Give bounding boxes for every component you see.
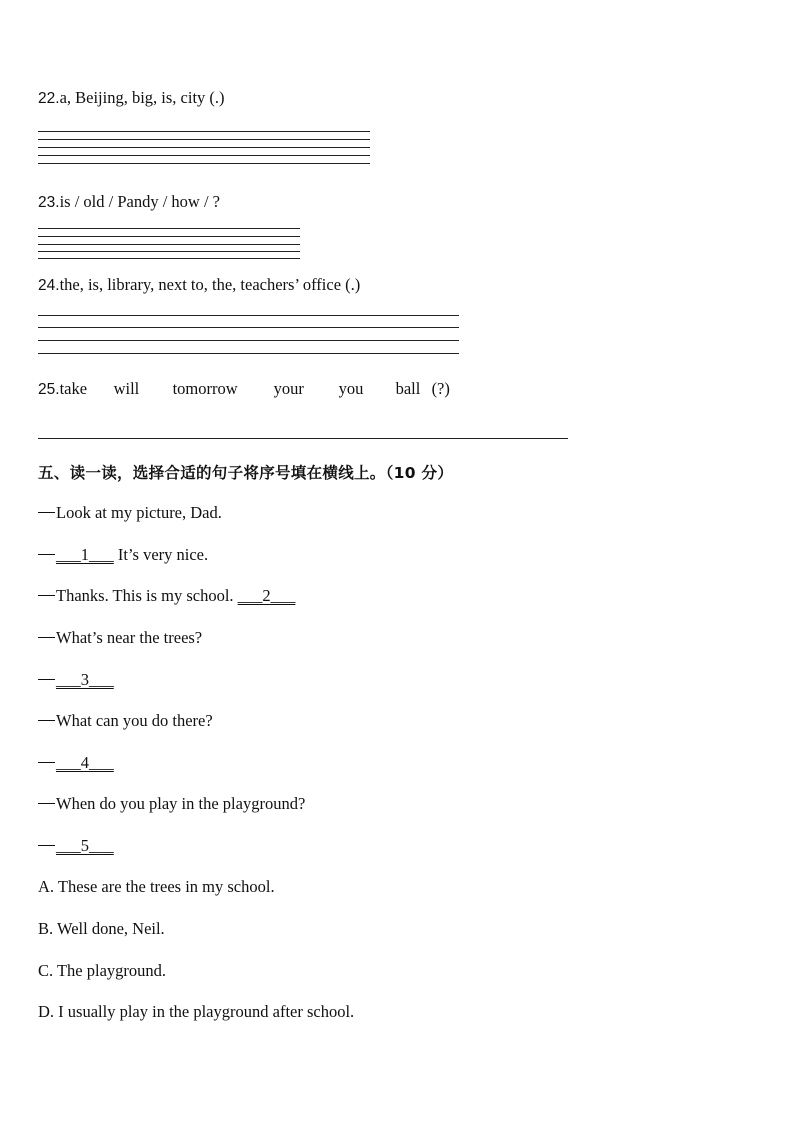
dialogue-line: [38, 670, 114, 690]
question-number: 23.: [38, 194, 60, 211]
dialogue-line: [38, 711, 213, 731]
dialogue-line: [38, 753, 114, 773]
answer-blank[interactable]: ___2___: [237, 586, 296, 605]
answer-line: [38, 438, 568, 439]
question-text: the, is, library, next to, the, teachers’ office (.): [59, 275, 361, 294]
answer-line: [38, 244, 300, 245]
answer-line: [38, 258, 300, 259]
word: your: [273, 379, 304, 398]
dialogue-line: [38, 836, 114, 856]
dialogue-line: [38, 545, 208, 565]
dash-icon: [38, 845, 55, 846]
word: will: [113, 379, 140, 398]
answer-line: [38, 315, 459, 316]
question-22: [38, 88, 225, 108]
option-b: B. Well done, Neil.: [38, 919, 165, 938]
option-d: D. I usually play in the playground after school.: [38, 1002, 355, 1021]
option-a: A. These are the trees in my school.: [38, 877, 275, 896]
question-number: 24.: [38, 277, 60, 294]
option-c: C. The playground.: [38, 961, 167, 980]
section-heading: 五、读一读，选择合适的句子将序号填在横线上。（10 分）: [38, 464, 454, 482]
dash-icon: [38, 595, 55, 596]
dash-icon: [38, 512, 55, 513]
answer-blank[interactable]: ___4___: [56, 753, 114, 772]
answer-line: [38, 228, 300, 229]
question-text: is / old / Pandy / how / ?: [59, 192, 220, 211]
dash-icon: [38, 637, 55, 638]
dialogue-line: [38, 503, 222, 523]
dialogue-text: What can you do there?: [56, 711, 213, 730]
word: tomorrow: [172, 379, 238, 398]
question-25: [38, 379, 450, 399]
dash-icon: [38, 803, 55, 804]
answer-line: [38, 340, 459, 341]
dialogue-line: [38, 628, 202, 648]
dash-icon: [38, 762, 55, 763]
answer-blank[interactable]: ___1___: [56, 545, 114, 564]
answer-blank[interactable]: ___5___: [56, 836, 114, 855]
question-number: 22.: [38, 90, 60, 107]
dialogue-text: It’s very nice.: [113, 545, 209, 564]
dash-icon: [38, 554, 55, 555]
answer-line: [38, 327, 459, 328]
word: (?): [431, 379, 450, 398]
answer-line: [38, 251, 300, 252]
answer-line: [38, 147, 370, 148]
dialogue-text: Look at my picture, Dad.: [56, 503, 222, 522]
question-23: [38, 192, 220, 212]
answer-line: [38, 139, 370, 140]
dialogue-text: What’s near the trees?: [56, 628, 203, 647]
answer-line: [38, 353, 459, 354]
word: you: [338, 379, 364, 398]
answer-line: [38, 155, 370, 156]
word: take: [59, 379, 88, 398]
dash-icon: [38, 679, 55, 680]
dialogue-line: [38, 586, 295, 606]
answer-line: [38, 131, 370, 132]
answer-line: [38, 163, 370, 164]
question-24: [38, 275, 360, 295]
dialogue-text: Thanks. This is my school.: [56, 586, 238, 605]
dialogue-line: [38, 794, 305, 814]
answer-blank[interactable]: ___3___: [56, 670, 114, 689]
answer-line: [38, 236, 300, 237]
word: ball: [395, 379, 421, 398]
question-number: 25.: [38, 381, 60, 398]
dash-icon: [38, 720, 55, 721]
question-text: a, Beijing, big, is, city (.): [59, 88, 225, 107]
dialogue-text: When do you play in the playground?: [56, 794, 306, 813]
